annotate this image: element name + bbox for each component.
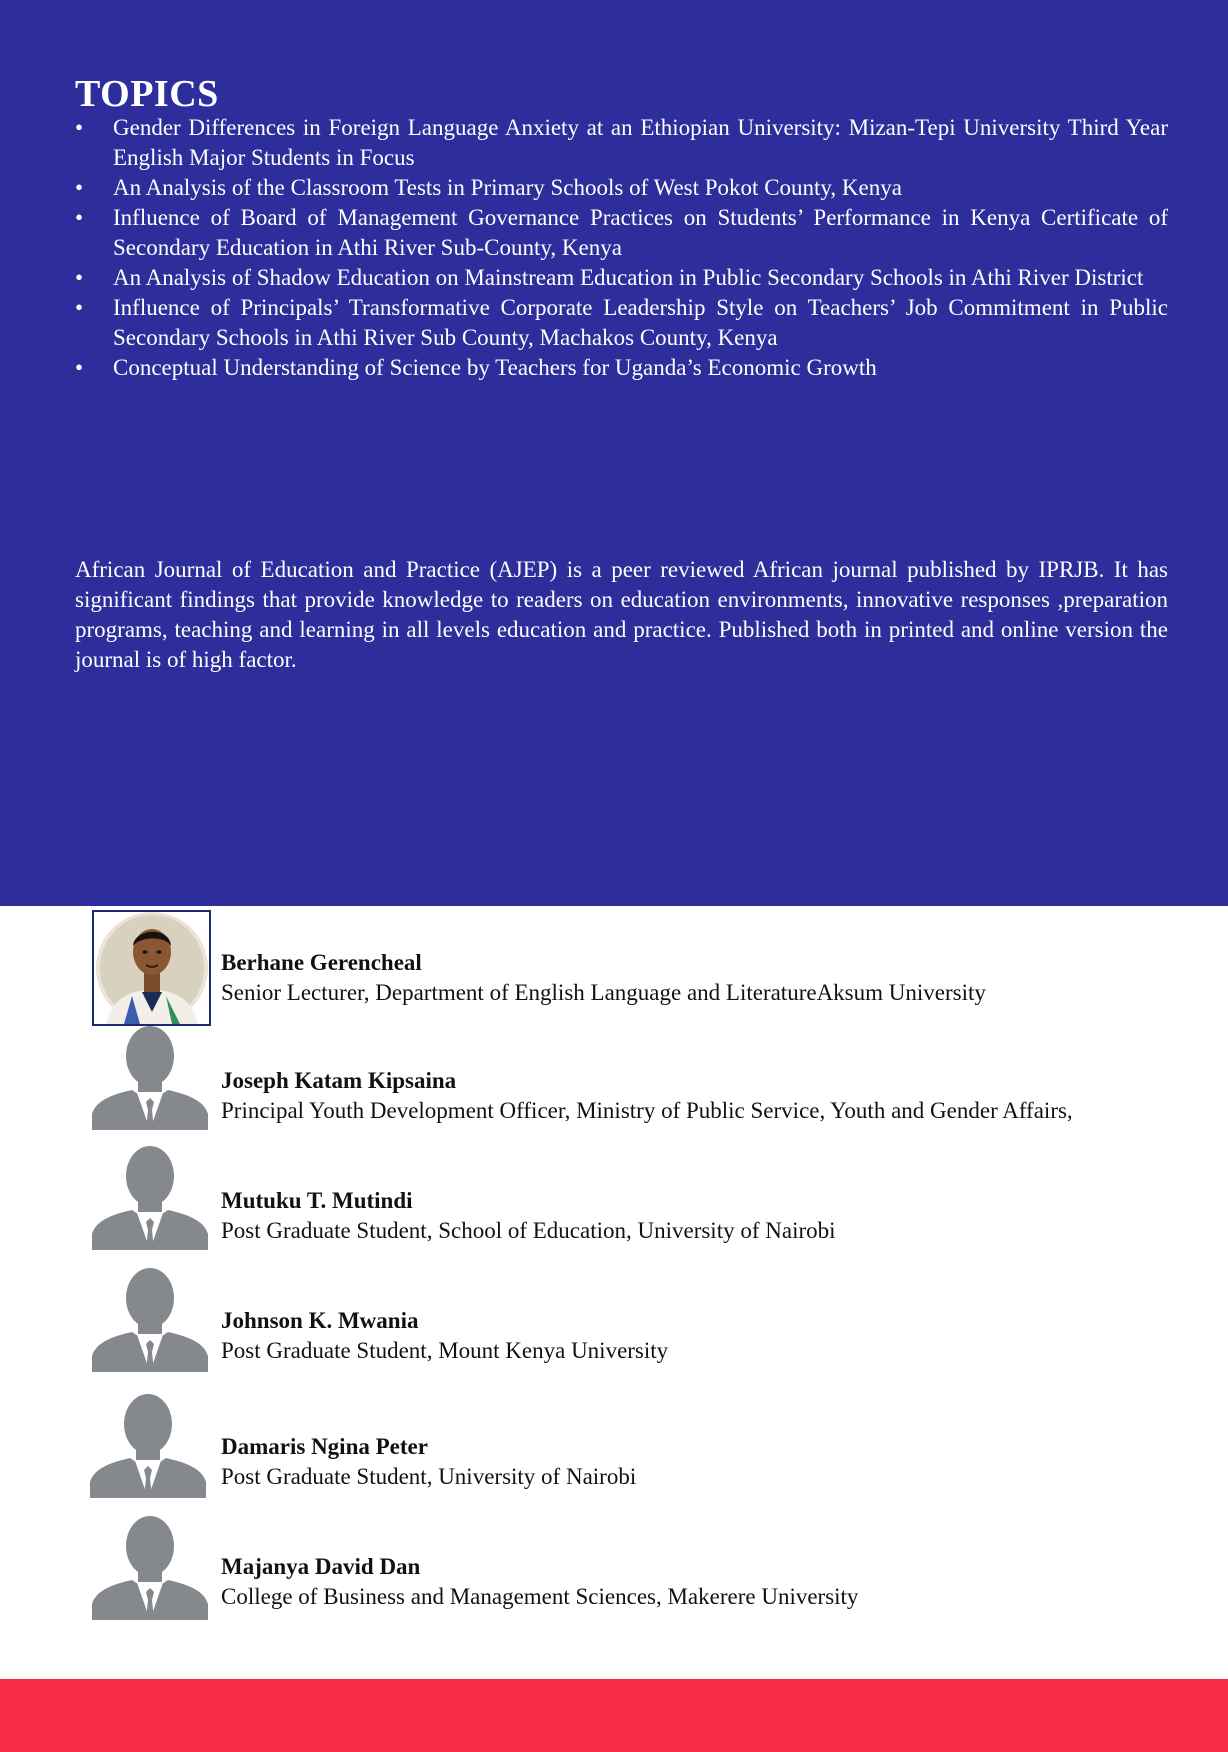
author-role: Post Graduate Student, University of Nairobi [221, 1464, 637, 1489]
author-entry [0, 906, 1228, 1024]
author-role: Post Graduate Student, Mount Kenya University [221, 1338, 669, 1363]
bullet-icon: • [75, 115, 84, 140]
person-silhouette-icon [92, 1516, 208, 1620]
author-name: Mutuku T. Mutindi [221, 1188, 413, 1213]
topic-item: • Conceptual Understanding of Science by Teachers for Uganda’s Economic Growth [75, 353, 1168, 383]
person-silhouette-icon [89, 1394, 207, 1498]
author-entry [0, 1024, 1228, 1142]
author-name: Damaris Ngina Peter [221, 1434, 428, 1459]
author-role: College of Business and Management Sciences, Makerere University [221, 1584, 859, 1609]
bullet-icon: • [75, 205, 84, 230]
author-entry [0, 1144, 1228, 1262]
topic-item: • Influence of Board of Management Governance Practices on Students’ Performance in Kenya Certificate of Secondary Education in Athi River Sub-County, Kenya [75, 205, 1168, 260]
bullet-icon: • [75, 175, 84, 200]
author-name: Majanya David Dan [221, 1554, 421, 1579]
topics-list [75, 113, 1168, 383]
author-role: Principal Youth Development Officer, Ministry of Public Service, Youth and Gender Affairs, [221, 1098, 1073, 1123]
topic-item: • An Analysis of Shadow Education on Mainstream Education in Public Secondary Schools in Athi River District [75, 263, 1168, 293]
author-role: Post Graduate Student, School of Education, University of Nairobi [221, 1218, 836, 1243]
bottom-band [0, 1679, 1228, 1752]
author-entry [0, 1390, 1228, 1508]
bullet-icon: • [75, 265, 84, 290]
topic-item: • An Analysis of the Classroom Tests in Primary Schools of West Pokot County, Kenya [75, 173, 1168, 203]
author-photo [92, 910, 211, 1026]
person-silhouette-icon [92, 1268, 208, 1372]
topic-item: • Influence of Principals’ Transformative Corporate Leadership Style on Teachers’ Job Commitment in Public Secondary Schools in Athi River Sub County, Machakos County, Kenya [75, 295, 1168, 350]
topic-item: • Gender Differences in Foreign Language Anxiety at an Ethiopian University: Mizan-Tepi University Third Year English Major Students in Focus [75, 115, 1168, 170]
author-name: Johnson K. Mwania [221, 1308, 419, 1333]
author-entry [0, 1510, 1228, 1628]
journal-description: African Journal of Education and Practice (AJEP) is a peer reviewed African journal published by IPRJB. It has significant findings that provide knowledge to readers on education environments, innovative responses ,preparation programs, teaching and learning in all levels education and practice. Published both in printed and online version the journal is of high factor. [75, 557, 1168, 672]
topics-heading: TOPICS [75, 73, 219, 115]
author-name: Berhane Gerencheal [221, 950, 422, 975]
bullet-icon: • [75, 355, 84, 380]
person-silhouette-icon [92, 1146, 208, 1250]
author-name: Joseph Katam Kipsaina [221, 1068, 457, 1093]
bullet-icon: • [75, 295, 84, 320]
person-silhouette-icon [92, 1026, 208, 1130]
author-photo-icon [94, 912, 209, 1024]
author-role: Senior Lecturer, Department of English Language and LiteratureAksum University [221, 980, 986, 1005]
author-entry [0, 1264, 1228, 1382]
